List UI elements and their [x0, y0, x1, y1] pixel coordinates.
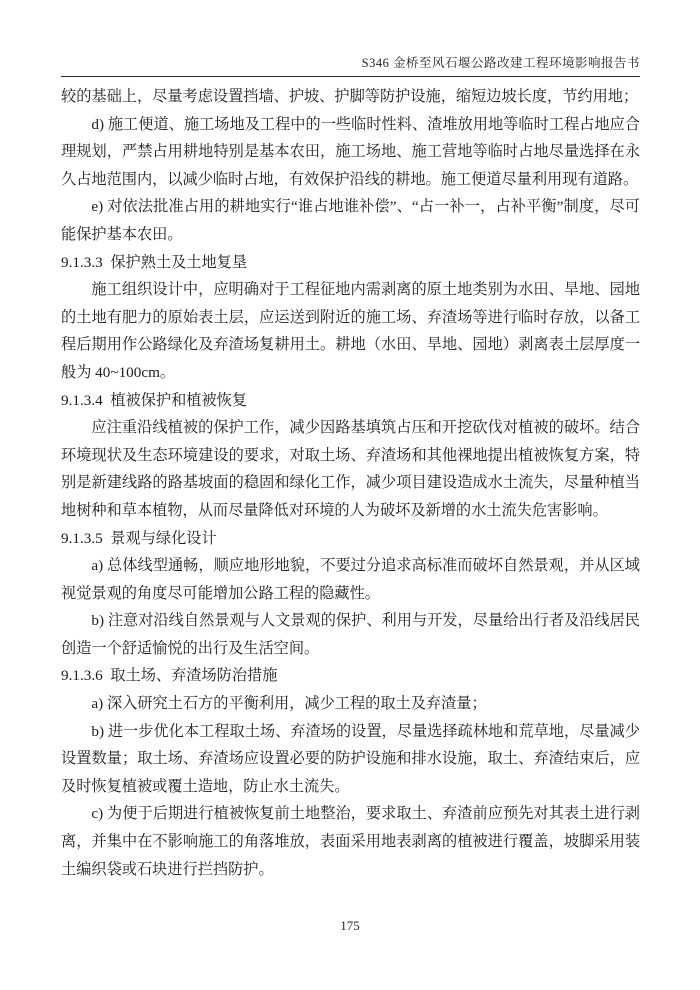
header-title: S346 金桥至风石堰公路改建工程环境影响报告书 — [361, 56, 640, 70]
document-body — [61, 83, 640, 883]
paragraph-vegetation: 应注重沿线植被的保护工作，减少因路基填筑占压和开挖砍伐对植被的破坏。结合环境现状及生态环境建设的要求，对取土场、弃渣场和其他裸地提出植被恢复方案，特别是新建线路的路基坡面的稳固和绿化工作，减少项目建设造成水土流失，尽量种植当地树种和草本植物，从而尽量降低对环境的人为破坏及新增的水土流失危害影响。 — [61, 419, 640, 519]
list-item-landscape-a: a) 总体线型通畅，顺应地形地貌，不要过分追求高标准而破坏自然景观，并从区域视觉景观的角度尽可能增加公路工程的隐藏性。 — [61, 557, 640, 602]
paragraph-continuation: 较的基础上，尽量考虑设置挡墙、护坡、护脚等防护设施，缩短边坡长度，节约用地； — [61, 88, 639, 105]
list-item-d: d) 施工便道、施工场地及工程中的一些临时性料、渣堆放用地等临时工程占地应合理规划，严禁占用耕地特别是基本农田，施工场地、施工营地等临时占地尽量选择在永久占地范围内，以减少临时占地，有效保护沿线的耕地。施工便道尽量利用现有道路。 — [61, 115, 640, 188]
section-heading-9-1-3-5: 9.1.3.5 景观与绿化设计 — [61, 529, 217, 547]
list-item-spoil-a: a) 深入研究土石方的平衡利用，减少工程的取土及弃渣量； — [91, 695, 487, 713]
section-heading-9-1-3-3: 9.1.3.3 保护熟土及土地复垦 — [61, 253, 248, 271]
paragraph-soil-protection: 施工组织设计中，应明确对于工程征地内需剥离的原土地类别为水田、旱地、园地的土地有肥力的原始表土层，应运送到附近的施工场、弃渣场等进行临时存放，以备工程后期用作公路绿化及弃渣场复耕用土。耕地（水田、旱地、园地）剥离表土层厚度一般为 40~100cm。 — [61, 281, 640, 381]
page-header — [61, 54, 640, 77]
section-heading-9-1-3-4: 9.1.3.4 植被保护和植被恢复 — [61, 391, 248, 409]
page-number: 175 — [340, 918, 360, 933]
list-item-spoil-c: c) 为便于后期进行植被恢复前土地整治，要求取土、弃渣前应预先对其表土进行剥离，并集中在不影响施工的角落堆放，表面采用地表剥离的植被进行覆盖，坡脚采用装土编织袋或石块进行拦挡防护。 — [61, 805, 640, 878]
section-heading-9-1-3-6: 9.1.3.6 取土场、弃渣场防治措施 — [61, 667, 278, 685]
list-item-landscape-b: b) 注意对沿线自然景观与人文景观的保护、利用与开发，尽量给出行者及沿线居民创造一个舒适愉悦的出行及生活空间。 — [61, 612, 640, 657]
list-item-e: e) 对依法批准占用的耕地实行“谁占地谁补偿”、“占一补一，占补平衡”制度，尽可能保护基本农田。 — [61, 198, 640, 243]
list-item-spoil-b: b) 进一步优化本工程取土场、弃渣场的设置，尽量选择疏林地和荒草地，尽量减少设置数量；取土场、弃渣场应设置必要的防护设施和排水设施，取土、弃渣结束后，应及时恢复植被或覆土造地，防止水土流失。 — [61, 722, 640, 795]
